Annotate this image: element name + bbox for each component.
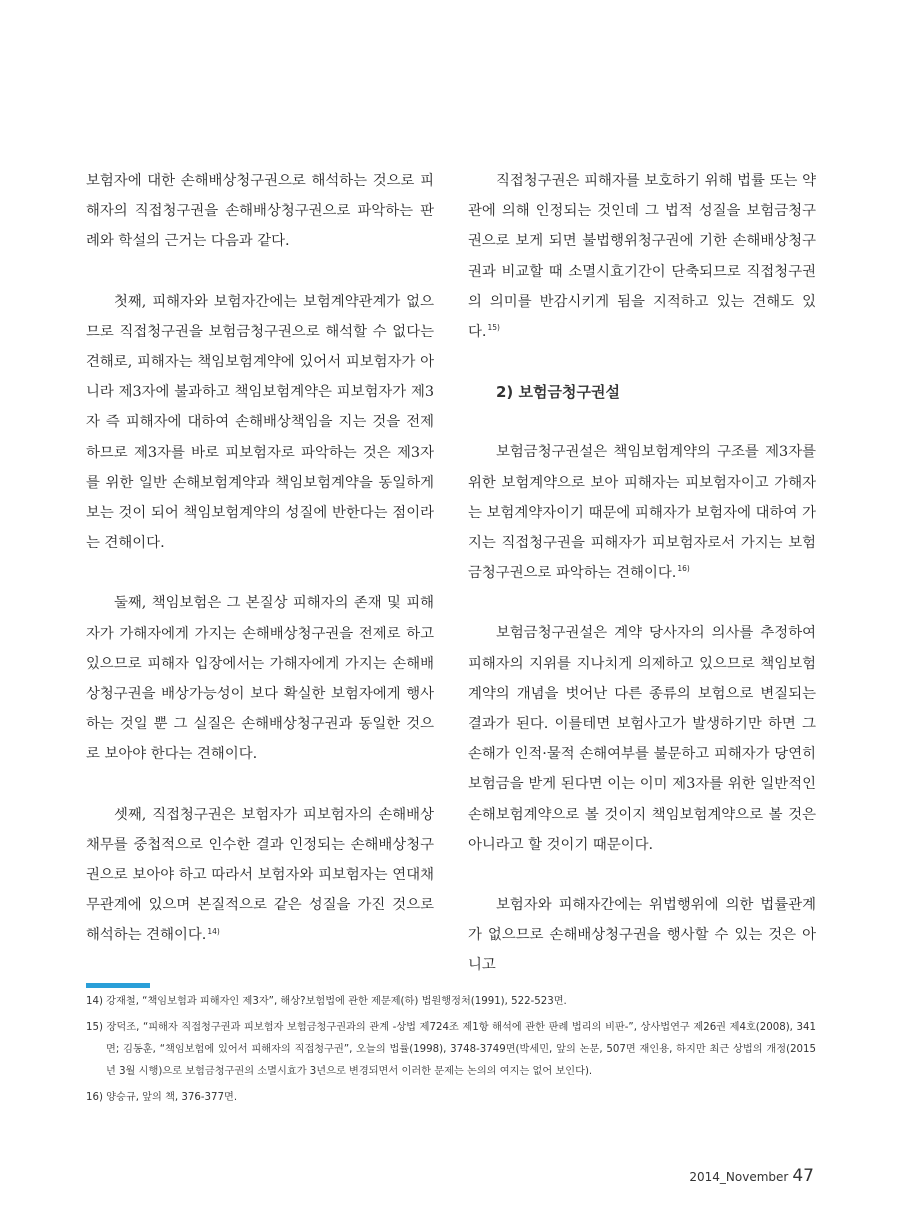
body-paragraph: 보험자에 대한 손해배상청구권으로 해석하는 것으로 피해자의 직접청구권을 손해배상청구권으로 파악하는 판례와 학설의 근거는 다음과 같다. bbox=[86, 173, 434, 250]
right-column bbox=[468, 166, 816, 1011]
footnote-marker[interactable]: 16) bbox=[677, 564, 690, 574]
section-heading: 2) 보험금청구권설 bbox=[496, 383, 620, 402]
left-column bbox=[86, 166, 434, 981]
footnotes bbox=[86, 991, 816, 1113]
page-number: 47 bbox=[792, 1166, 814, 1186]
body-paragraph: 보험금청구권설은 계약 당사자의 의사를 추정하여 피해자의 지위를 지나치게 의제하고 있으므로 책임보험계약의 개념을 벗어난 다른 종류의 보험으로 변질되는 결과가 된다. 이를테면 보험사고가 발생하기만 하면 그 손해가 인적·물적 손해여부를 불문하고 피해자가 당연히 보험금을 받게 된다면 이는 이미 제3자를 위한 일반적인 손해보험계약으로 볼 것이지 책임보험계약으로 볼 것은 아니라고 할 것이기 때문이다. bbox=[468, 625, 816, 853]
page-footer bbox=[689, 1166, 814, 1186]
footnote-marker[interactable]: 14) bbox=[207, 926, 220, 936]
body-paragraph: 보험자와 피해자간에는 위법행위에 의한 법률관계가 없으므로 손해배상청구권을 행사할 수 있는 것은 아니고 bbox=[468, 897, 816, 974]
paragraph-text: 직접청구권은 피해자를 보호하기 위해 법률 또는 약관에 의해 인정되는 것인데 그 법적 성질을 보험금청구권으로 보게 되면 불법행위청구권에 기한 손해배상청구권과 비교할 때 소멸시효기간이 단축되므로 직접청구권의 의미를 반감시키게 됨을 지적하고 있는 견해도 있다. bbox=[468, 173, 816, 341]
body-paragraph bbox=[86, 800, 434, 951]
footnote-item: 15) 장덕조, “피해자 직접청구권과 피보험자 보험금청구권과의 관계 -상법 제724조 제1항 해석에 관한 판례 법리의 비판-”, 상사법연구 제26권 제4호(2008), 341면; 김동훈, “책임보험에 있어서 피해자의 직접청구권”, 오늘의 법률(1998), 3748-3749면(박세민, 앞의 논문, 507면 재인용, 하지만 최근 상법의 개정(2015년 3월 시행)으로 보험금청구권의 소멸시효가 3년으로 변경되면서 이러한 문제는 논의의 여지는 없어 보인다). bbox=[86, 1022, 816, 1077]
body-paragraph bbox=[468, 166, 816, 347]
paragraph-text: 보험금청구권설은 책임보험계약의 구조를 제3자를 위한 보험계약으로 보아 피해자는 피보험자이고 가해자는 보험계약자이기 때문에 피해자가 보험자에 대하여 가지는 직접청구권을 피해자가 피보험자로서 가지는 보험금청구권으로 파악하는 견해이다. bbox=[468, 444, 816, 582]
footnote-item: 14) 강재철, “책임보험과 피해자인 제3자”, 해상?보험법에 관한 제문제(하) 법원행정처(1991), 522-523면. bbox=[86, 996, 567, 1007]
footnote-item: 16) 양승규, 앞의 책, 376-377면. bbox=[86, 1092, 238, 1103]
body-paragraph: 첫째, 피해자와 보험자간에는 보험계약관계가 없으므로 직접청구권을 보험금청구권으로 해석할 수 없다는 견해로, 피해자는 책임보험계약에 있어서 피보험자가 아니라 제3자에 불과하고 책임보험계약은 피보험자가 제3자 즉 피해자에 대하여 손해배상책임을 지는 것을 전제하므로 제3자를 바로 피보험자로 파악하는 것은 제3자를 위한 일반 손해보험계약과 책임보험계약을 동일하게 보는 것이 되어 책임보험계약의 성질에 반한다는 점이라는 견해이다. bbox=[86, 293, 434, 552]
issue-label: 2014_November bbox=[689, 1170, 789, 1184]
paragraph-text: 셋째, 직접청구권은 보험자가 피보험자의 손해배상채무를 중첩적으로 인수한 결과 인정되는 손해배상청구권으로 보아야 하고 따라서 보험자와 피보험자는 연대채무관계에 있으며 본질적으로 같은 성질을 가진 것으로 해석하는 견해이다. bbox=[86, 806, 434, 944]
body-paragraph bbox=[468, 437, 816, 588]
footnote-divider bbox=[86, 983, 150, 988]
footnote-marker[interactable]: 15) bbox=[487, 323, 500, 333]
body-paragraph: 둘째, 책임보험은 그 본질상 피해자의 존재 및 피해자가 가해자에게 가지는 손해배상청구권을 전제로 하고 있으므로 피해자 입장에서는 가해자에게 가지는 손해배상청구권을 배상가능성이 보다 확실한 보험자에게 행사하는 것일 뿐 그 실질은 손해배상청구권과 동일한 것으로 보아야 한다는 견해이다. bbox=[86, 595, 434, 763]
